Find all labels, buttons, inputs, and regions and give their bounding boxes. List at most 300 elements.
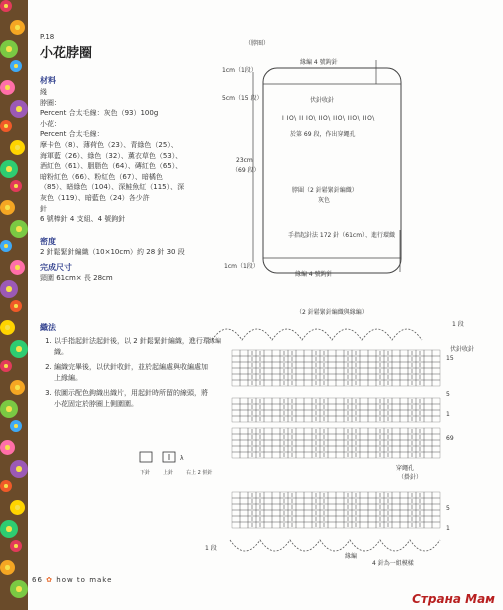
stitch-cell — [264, 368, 272, 374]
stitch-cell — [360, 452, 368, 458]
stitch-cell — [368, 440, 376, 446]
legend-label: 下針 — [140, 470, 151, 476]
stitch-cell — [432, 428, 440, 434]
stitch-cell — [368, 510, 376, 516]
top-picot-edge — [212, 329, 422, 340]
stitch-cell — [272, 350, 280, 356]
stitch-cell — [432, 446, 440, 452]
row-number: 1 — [446, 525, 450, 532]
materials-line: 綫 — [40, 88, 47, 96]
materials-line: 海軍藍（26）、綠色（32）、薰衣草色（53）、 — [40, 151, 183, 160]
stitch-cell — [296, 434, 304, 440]
stitch-cell — [272, 434, 280, 440]
stitch-cell — [392, 440, 400, 446]
method-heading: 織法 — [40, 323, 56, 332]
stitch-cell — [336, 492, 344, 498]
chart-title: （2 針鬆緊針編織與緣編） — [296, 309, 368, 316]
bottom-edge-chart-label: 緣編 — [345, 553, 358, 560]
stitch-cell — [400, 510, 408, 516]
stitch-cell — [328, 446, 336, 452]
stitch-cell — [264, 398, 272, 404]
stitch-cell — [240, 440, 248, 446]
dim-23cm: 23cm — [236, 157, 253, 164]
stitch-cell — [400, 350, 408, 356]
stitch-cell — [328, 516, 336, 522]
stitch-cell — [272, 522, 280, 528]
stitch-cell — [272, 446, 280, 452]
stitch-cell — [328, 434, 336, 440]
cowl-diagram-title: （脖圈） — [245, 40, 270, 47]
stitch-cell — [424, 356, 432, 362]
page-number: 66 — [32, 576, 43, 584]
stitch-cell — [392, 446, 400, 452]
stitch-cell — [392, 498, 400, 504]
stitch-cell — [232, 380, 240, 386]
stitch-cell — [232, 398, 240, 404]
stitch-cell — [432, 504, 440, 510]
stitch-cell — [304, 398, 312, 404]
stitch-cell — [400, 434, 408, 440]
stitch-cell — [304, 516, 312, 522]
stitch-cell — [328, 452, 336, 458]
stitch-cell — [232, 428, 240, 434]
stitch-cell — [304, 504, 312, 510]
stitch-cell — [304, 522, 312, 528]
stitch-cell — [360, 380, 368, 386]
stitch-cell — [392, 368, 400, 374]
stitch-cell — [368, 410, 376, 416]
stitch-cell — [336, 510, 344, 516]
stitch-cell — [392, 516, 400, 522]
stitch-cell — [296, 522, 304, 528]
stitch-cell — [424, 404, 432, 410]
pattern-row: I IO\ II IO\ IIO\ IIO\ IIO\ IIO\ — [282, 115, 375, 122]
knit-symbol — [140, 452, 152, 462]
materials-line: 暗粉紅色（66）、粉紅色（67）、暗橘色 — [40, 172, 163, 181]
stitch-cell — [272, 440, 280, 446]
stitch-cell — [328, 416, 336, 422]
stitch-cell — [368, 362, 376, 368]
materials-heading: 材料 — [40, 76, 56, 85]
stitch-cell — [336, 350, 344, 356]
stitch-cell — [400, 516, 408, 522]
stitch-cell — [264, 416, 272, 422]
page-title: 小花脖圈 — [40, 46, 93, 61]
stitch-cell — [272, 380, 280, 386]
stitch-cell — [328, 398, 336, 404]
stitch-cell — [400, 522, 408, 528]
stitch-cell — [264, 440, 272, 446]
stitch-cell — [360, 368, 368, 374]
stitch-cell — [264, 374, 272, 380]
stitch-cell — [272, 510, 280, 516]
stitch-cell — [272, 368, 280, 374]
stitch-cell — [240, 380, 248, 386]
stitch-cell — [360, 440, 368, 446]
stitch-cell — [336, 498, 344, 504]
stitch-cell — [232, 356, 240, 362]
stitch-cell — [272, 404, 280, 410]
stitch-cell — [400, 446, 408, 452]
stitch-cell — [264, 452, 272, 458]
eyelet-row-label: 於第 69 段，作出穿繩孔 — [290, 131, 356, 138]
stitch-cell — [328, 428, 336, 434]
method-step: 3. 依圖示配色鉤織出織片，用起針時所留的線頭，將小花固定於脖圈上側圍圍。 — [54, 388, 214, 410]
stitch-cell — [368, 522, 376, 528]
stitch-cell — [424, 504, 432, 510]
stitch-cell — [328, 404, 336, 410]
stitch-cell — [424, 498, 432, 504]
stitch-cell — [336, 356, 344, 362]
watermark: Страна Мам — [412, 592, 495, 606]
stitch-cell — [432, 350, 440, 356]
stitch-cell — [392, 380, 400, 386]
row-number: 1 — [446, 411, 450, 418]
legend-label: 上針 — [163, 470, 174, 476]
dim-5cm: 5cm（15 段） — [222, 95, 263, 102]
stitch-cell — [232, 374, 240, 380]
stitch-cell — [264, 404, 272, 410]
stitch-cell — [240, 362, 248, 368]
stitch-cell — [432, 362, 440, 368]
stitch-cell — [336, 410, 344, 416]
stitch-cell — [296, 398, 304, 404]
stitch-cell — [272, 362, 280, 368]
stitch-cell — [392, 404, 400, 410]
stitch-cell — [296, 428, 304, 434]
stitch-cell — [264, 504, 272, 510]
stitch-cell — [272, 356, 280, 362]
stitch-cell — [400, 398, 408, 404]
stitch-cell — [400, 498, 408, 504]
materials-line: 酒紅色（61）、胭脂色（64）、磚紅色（65）、 — [40, 162, 183, 171]
stitch-cell — [368, 398, 376, 404]
stitch-cell — [304, 446, 312, 452]
stitch-cell — [296, 380, 304, 386]
edge-label: 緣編 — [209, 338, 222, 345]
stitch-cell — [296, 504, 304, 510]
stitch-cell — [336, 416, 344, 422]
stitch-cell — [368, 350, 376, 356]
stitch-cell — [392, 504, 400, 510]
stitch-cell — [240, 446, 248, 452]
row-number: 69 — [446, 435, 454, 442]
stitch-cell — [392, 356, 400, 362]
stitch-cell — [272, 452, 280, 458]
stitch-cell — [392, 434, 400, 440]
stitch-cell — [360, 350, 368, 356]
stitch-cell — [432, 356, 440, 362]
stitch-cell — [432, 398, 440, 404]
stitch-cell — [240, 504, 248, 510]
stitch-cell — [304, 368, 312, 374]
stitch-cell — [328, 504, 336, 510]
stitch-cell — [304, 374, 312, 380]
stitch-cell — [304, 434, 312, 440]
stitch-cell — [360, 498, 368, 504]
stitch-cell — [336, 428, 344, 434]
stitch-cell — [272, 398, 280, 404]
stitch-cell — [232, 498, 240, 504]
stitch-cell — [368, 516, 376, 522]
row1-label: 1 段 — [452, 321, 464, 328]
stitch-cell — [272, 410, 280, 416]
stitch-cell — [240, 492, 248, 498]
stitch-cell — [304, 498, 312, 504]
stitch-cell — [264, 380, 272, 386]
stitch-cell — [400, 428, 408, 434]
stitch-cell — [240, 498, 248, 504]
stitch-cell — [240, 428, 248, 434]
size-heading: 完成尺寸 — [40, 263, 72, 272]
stitch-cell — [240, 374, 248, 380]
cast-on-label: 手指起針法 172 針（61cm）、進行環織 — [288, 232, 396, 239]
stitch-cell — [296, 446, 304, 452]
stitch-cell — [296, 492, 304, 498]
stitch-cell — [368, 404, 376, 410]
stitch-cell — [360, 356, 368, 362]
stitch-cell — [400, 492, 408, 498]
stitch-cell — [232, 516, 240, 522]
stitch-cell — [240, 522, 248, 528]
stitch-cell — [232, 350, 240, 356]
k2tog-symbol: λ — [180, 455, 184, 462]
stitch-cell — [304, 510, 312, 516]
stitch-cell — [264, 498, 272, 504]
stitch-cell — [392, 350, 400, 356]
stitch-cell — [336, 516, 344, 522]
stitch-cell — [360, 434, 368, 440]
stitch-cell — [360, 446, 368, 452]
stitch-cell — [424, 410, 432, 416]
stitch-cell — [360, 398, 368, 404]
page-reference: P.18 — [40, 33, 55, 41]
row-number: 15 — [446, 355, 454, 362]
stitch-cell — [232, 434, 240, 440]
stitch-cell — [232, 510, 240, 516]
stitch-cell — [304, 428, 312, 434]
stitch-cell — [240, 410, 248, 416]
dim-bottom: 1cm（1段） — [224, 263, 259, 270]
stitch-cell — [424, 446, 432, 452]
stitch-cell — [360, 510, 368, 516]
legend-label: 右上 2 併針 — [186, 470, 213, 476]
page-footer — [32, 576, 112, 584]
stitch-cell — [400, 416, 408, 422]
stitch-cell — [328, 368, 336, 374]
stitch-cell — [368, 434, 376, 440]
stitch-cell — [360, 492, 368, 498]
stitch-cell — [368, 368, 376, 374]
stitch-cell — [328, 440, 336, 446]
stitch-cell — [336, 452, 344, 458]
stitch-cell — [432, 434, 440, 440]
stitch-cell — [296, 356, 304, 362]
materials-line: 灰色（119）、暗藍色（24）各少許 — [40, 193, 150, 202]
stitch-cell — [272, 504, 280, 510]
repeat-label: 4 針為一組模樣 — [372, 560, 414, 567]
size-text: 頸圍 61cm× 長 28cm — [40, 274, 113, 282]
stitch-cell — [368, 452, 376, 458]
stitch-cell — [232, 404, 240, 410]
stitch-cell — [232, 368, 240, 374]
stitch-cell — [272, 516, 280, 522]
stitch-cell — [432, 440, 440, 446]
stitch-cell — [296, 516, 304, 522]
stitch-cell — [240, 350, 248, 356]
stitch-cell — [424, 368, 432, 374]
stitch-cell — [424, 428, 432, 434]
footer-text: how to make — [56, 576, 113, 584]
stitch-cell — [392, 374, 400, 380]
stitch-cell — [336, 446, 344, 452]
stitch-cell — [264, 446, 272, 452]
stitch-cell — [264, 522, 272, 528]
stitch-cell — [304, 492, 312, 498]
stitch-cell — [232, 410, 240, 416]
stitch-cell — [360, 404, 368, 410]
stitch-cell — [400, 380, 408, 386]
stitch-cell — [240, 356, 248, 362]
stitch-cell — [304, 416, 312, 422]
method-step: 2. 編織完畢後，以伏針收針，並於起編處與收編處加上緣編。 — [54, 362, 214, 384]
stitch-cell — [368, 380, 376, 386]
materials-line: 6 號棒針 4 支組、4 號鉤針 — [40, 215, 126, 224]
stitch-cell — [400, 374, 408, 380]
stitch-cell — [296, 404, 304, 410]
materials-line: Percent 合太毛線：灰色（93）100g — [40, 109, 159, 118]
stitch-cell — [360, 410, 368, 416]
stitch-cell — [392, 522, 400, 528]
stitch-cell — [232, 522, 240, 528]
stitch-cell — [392, 452, 400, 458]
bind-off-label: 伏針收針 — [310, 97, 335, 104]
stitch-cell — [304, 410, 312, 416]
stitch-cell — [392, 362, 400, 368]
stitch-cell — [432, 368, 440, 374]
materials-line: 小花： — [40, 119, 61, 128]
stitch-cell — [360, 516, 368, 522]
stitch-cell — [296, 362, 304, 368]
stitch-cell — [336, 368, 344, 374]
stitch-cell — [432, 410, 440, 416]
stitch-cell — [296, 452, 304, 458]
symbol-legend — [140, 452, 212, 476]
stitch-cell — [304, 350, 312, 356]
stitch-cell — [400, 404, 408, 410]
stitch-cell — [328, 356, 336, 362]
stitch-cell — [304, 404, 312, 410]
stitch-cell — [328, 492, 336, 498]
stitch-cell — [240, 368, 248, 374]
stitch-cell — [368, 446, 376, 452]
stitch-cell — [392, 428, 400, 434]
stitch-cell — [336, 504, 344, 510]
stitch-cell — [296, 416, 304, 422]
stitch-cell — [368, 374, 376, 380]
stitch-cell — [232, 504, 240, 510]
stitch-cell — [360, 522, 368, 528]
stitch-cell — [424, 516, 432, 522]
stitch-cell — [432, 380, 440, 386]
stitch-cell — [400, 356, 408, 362]
stitch-cell — [328, 410, 336, 416]
stitch-cell — [432, 374, 440, 380]
stitch-cell — [296, 350, 304, 356]
stitch-cell — [240, 398, 248, 404]
stitch-cell — [400, 362, 408, 368]
stitch-cell — [368, 504, 376, 510]
stitch-cell — [240, 516, 248, 522]
stitch-cell — [272, 492, 280, 498]
stitch-cell — [360, 362, 368, 368]
row-number: 5 — [446, 505, 450, 512]
stitch-cell — [424, 416, 432, 422]
stitch-cell — [424, 350, 432, 356]
stitch-cell — [336, 362, 344, 368]
stitch-cell — [296, 374, 304, 380]
stitch-cell — [328, 498, 336, 504]
stitch-cell — [328, 522, 336, 528]
stitch-cell — [232, 440, 240, 446]
stitch-cell — [240, 404, 248, 410]
stitch-cell — [296, 510, 304, 516]
bottom-picot-edge — [230, 540, 440, 551]
stitch-cell — [296, 498, 304, 504]
stitch-cell — [240, 452, 248, 458]
footer-flower-icon: ✿ — [46, 576, 54, 584]
stitch-cell — [360, 428, 368, 434]
stitch-cell — [304, 380, 312, 386]
stitch-cell — [296, 410, 304, 416]
stitch-cell — [264, 428, 272, 434]
gauge-heading: 密度 — [40, 237, 56, 246]
stitch-cell — [432, 510, 440, 516]
stitch-cell — [264, 356, 272, 362]
stitch-cell — [328, 510, 336, 516]
stitch-cell — [424, 510, 432, 516]
top-edge-label: 緣編 4 號鉤針 — [300, 59, 338, 66]
stitch-cell — [432, 516, 440, 522]
stitch-cell — [272, 428, 280, 434]
stitch-cell — [272, 374, 280, 380]
materials-line: 摩卡色（8）、薄荷色（23）、青綠色（25）、 — [40, 140, 178, 149]
stitch-cell — [368, 428, 376, 434]
color-label: 灰色 — [318, 197, 331, 204]
stitch-cell — [400, 368, 408, 374]
materials-line: 脖圈： — [40, 98, 61, 107]
stitch-cell — [232, 492, 240, 498]
stitch-cell — [360, 504, 368, 510]
stitch-cell — [336, 398, 344, 404]
stitch-cell — [328, 362, 336, 368]
stitch-cell — [424, 380, 432, 386]
stitch-cell — [368, 498, 376, 504]
bottom-edge-label: 緣編 4 號鉤針 — [295, 271, 333, 278]
stitch-cell — [400, 410, 408, 416]
dim-69: （69 段） — [232, 167, 260, 174]
method-step: 1. 以手指起針法起針後，以 2 針鬆緊針編織，進行環織。 — [54, 336, 214, 358]
stitch-cell — [424, 492, 432, 498]
materials-line: 針 — [40, 204, 47, 213]
stitch-cell — [424, 434, 432, 440]
stitch-cell — [272, 416, 280, 422]
stitch-cell — [392, 398, 400, 404]
stitch-cell — [264, 350, 272, 356]
stitch-cell — [392, 510, 400, 516]
stitch-cell — [264, 510, 272, 516]
stitch-cell — [328, 380, 336, 386]
